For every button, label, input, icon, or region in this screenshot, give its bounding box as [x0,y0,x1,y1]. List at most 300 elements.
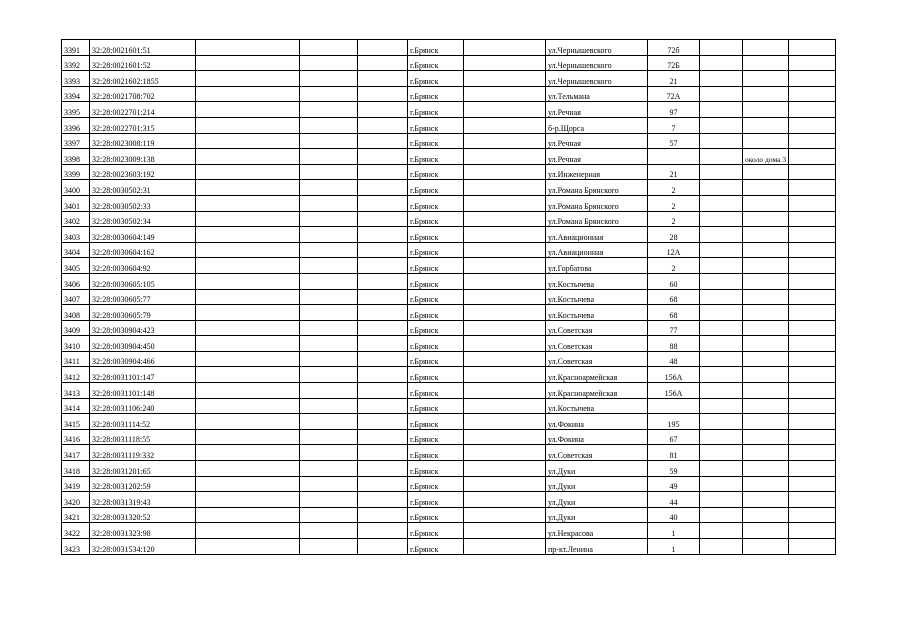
house-number-cell [648,149,700,165]
row-number: 3417 [62,445,90,461]
house-number-cell: 44 [648,492,700,508]
row-number: 3392 [62,55,90,71]
empty-cell [789,227,836,243]
empty-cell [789,492,836,508]
house-number-cell: 67 [648,429,700,445]
empty-cell [300,195,358,211]
note-cell [743,227,789,243]
empty-cell [700,164,743,180]
empty-cell [300,445,358,461]
row-number: 3394 [62,86,90,102]
empty-cell [358,492,408,508]
empty-cell [196,320,300,336]
row-number: 3399 [62,164,90,180]
empty-cell [196,289,300,305]
empty-cell [358,117,408,133]
street-cell: ул.Некрасова [546,523,648,539]
cadastral-number: 32:28:0031323:98 [90,523,196,539]
note-cell [743,86,789,102]
city-cell: г.Брянск [408,461,464,477]
street-cell: ул.Чернышевского [546,71,648,87]
empty-cell [700,133,743,149]
city-cell: г.Брянск [408,507,464,523]
row-number: 3409 [62,320,90,336]
house-number-cell: 72А [648,86,700,102]
empty-cell [464,71,546,87]
empty-cell [300,351,358,367]
empty-cell [300,398,358,414]
cadastral-number: 32:28:0023008:119 [90,133,196,149]
empty-cell [464,461,546,477]
house-number-cell: 48 [648,351,700,367]
empty-cell [789,336,836,352]
empty-cell [196,133,300,149]
city-cell: г.Брянск [408,351,464,367]
empty-cell [700,305,743,321]
cadastral-number: 32:28:0030502:33 [90,195,196,211]
table-row [62,180,836,196]
table-row [62,398,836,414]
empty-cell [700,445,743,461]
row-number: 3411 [62,351,90,367]
empty-cell [464,164,546,180]
house-number-cell: 2 [648,211,700,227]
note-cell [743,461,789,477]
city-cell: г.Брянск [408,258,464,274]
table-body [62,40,836,555]
note-cell [743,320,789,336]
empty-cell [700,523,743,539]
empty-cell [789,133,836,149]
note-cell [743,258,789,274]
empty-cell [300,523,358,539]
row-number: 3422 [62,523,90,539]
empty-cell [196,492,300,508]
city-cell: г.Брянск [408,383,464,399]
empty-cell [464,289,546,305]
table-row [62,258,836,274]
table-row [62,383,836,399]
empty-cell [789,289,836,305]
cadastral-number: 32:28:0030605:77 [90,289,196,305]
street-cell: ул.Авиационная [546,242,648,258]
city-cell: г.Брянск [408,102,464,118]
cadastral-number: 32:28:0022701:214 [90,102,196,118]
empty-cell [196,242,300,258]
empty-cell [700,492,743,508]
street-cell: ул.Костычева [546,398,648,414]
empty-cell [789,86,836,102]
empty-cell [358,289,408,305]
note-cell [743,507,789,523]
empty-cell [196,398,300,414]
empty-cell [358,367,408,383]
note-cell [743,476,789,492]
note-cell [743,164,789,180]
empty-cell [358,195,408,211]
table-row [62,305,836,321]
empty-cell [300,492,358,508]
empty-cell [789,351,836,367]
empty-cell [196,461,300,477]
house-number-cell: 57 [648,133,700,149]
city-cell: г.Брянск [408,55,464,71]
cadastral-number: 32:28:0031119:332 [90,445,196,461]
street-cell: ул.Дуки [546,461,648,477]
table-row [62,429,836,445]
empty-cell [700,149,743,165]
street-cell: ул.Чернышевского [546,55,648,71]
street-cell: ул.Горбатова [546,258,648,274]
empty-cell [196,336,300,352]
empty-cell [464,242,546,258]
house-number-cell: 88 [648,336,700,352]
street-cell: ул.Костычева [546,289,648,305]
row-number: 3396 [62,117,90,133]
empty-cell [196,164,300,180]
empty-cell [789,476,836,492]
cadastral-number: 32:28:0031118:55 [90,429,196,445]
note-cell [743,195,789,211]
empty-cell [700,414,743,430]
empty-cell [196,117,300,133]
empty-cell [358,133,408,149]
house-number-cell: 7 [648,117,700,133]
empty-cell [358,273,408,289]
cadastral-number: 32:28:0031534:120 [90,539,196,555]
empty-cell [464,445,546,461]
empty-cell [464,351,546,367]
empty-cell [700,180,743,196]
table-row [62,273,836,289]
table-row [62,351,836,367]
city-cell: г.Брянск [408,367,464,383]
cadastral-number: 32:28:0023009:138 [90,149,196,165]
cadastral-number: 32:28:0030904:450 [90,336,196,352]
row-number: 3404 [62,242,90,258]
note-cell [743,367,789,383]
cadastral-number: 32:28:0031320:52 [90,507,196,523]
empty-cell [358,429,408,445]
empty-cell [700,258,743,274]
cadastral-number: 32:28:0031202:59 [90,476,196,492]
city-cell: г.Брянск [408,539,464,555]
city-cell: г.Брянск [408,429,464,445]
empty-cell [358,227,408,243]
street-cell: ул.Костычева [546,273,648,289]
house-number-cell: 97 [648,102,700,118]
empty-cell [300,383,358,399]
note-cell [743,71,789,87]
empty-cell [300,55,358,71]
empty-cell [196,539,300,555]
empty-cell [300,476,358,492]
street-cell: ул.Дуки [546,492,648,508]
empty-cell [464,523,546,539]
row-number: 3398 [62,149,90,165]
empty-cell [789,273,836,289]
house-number-cell: 60 [648,273,700,289]
empty-cell [464,414,546,430]
empty-cell [358,149,408,165]
row-number: 3407 [62,289,90,305]
house-number-cell: 77 [648,320,700,336]
house-number-cell: 72б [648,40,700,56]
empty-cell [464,305,546,321]
table-row [62,242,836,258]
city-cell: г.Брянск [408,476,464,492]
house-number-cell [648,398,700,414]
house-number-cell: 2 [648,180,700,196]
city-cell: г.Брянск [408,336,464,352]
empty-cell [358,414,408,430]
empty-cell [196,258,300,274]
note-cell [743,180,789,196]
empty-cell [700,507,743,523]
empty-cell [300,180,358,196]
empty-cell [196,102,300,118]
city-cell: г.Брянск [408,195,464,211]
street-cell: ул.Советская [546,336,648,352]
cadastral-number: 32:28:0030605:105 [90,273,196,289]
empty-cell [358,336,408,352]
empty-cell [300,117,358,133]
city-cell: г.Брянск [408,242,464,258]
empty-cell [464,55,546,71]
street-cell: ул.Дуки [546,507,648,523]
note-cell [743,445,789,461]
row-number: 3413 [62,383,90,399]
empty-cell [300,149,358,165]
empty-cell [196,40,300,56]
empty-cell [196,445,300,461]
city-cell: г.Брянск [408,86,464,102]
house-number-cell: 2 [648,195,700,211]
empty-cell [789,242,836,258]
street-cell: ул.Романа Брянского [546,195,648,211]
house-number-cell: 21 [648,71,700,87]
city-cell: г.Брянск [408,164,464,180]
empty-cell [700,320,743,336]
note-cell [743,429,789,445]
empty-cell [300,71,358,87]
empty-cell [464,383,546,399]
empty-cell [700,195,743,211]
cadastral-number: 32:28:0031101:148 [90,383,196,399]
empty-cell [358,71,408,87]
empty-cell [464,398,546,414]
empty-cell [464,227,546,243]
empty-cell [700,55,743,71]
city-cell: г.Брянск [408,227,464,243]
note-cell [743,414,789,430]
empty-cell [358,507,408,523]
empty-cell [464,180,546,196]
table-row [62,492,836,508]
empty-cell [789,149,836,165]
street-cell: ул.Фокина [546,429,648,445]
note-cell [743,492,789,508]
table-row [62,211,836,227]
table-row [62,55,836,71]
empty-cell [196,86,300,102]
table-row [62,195,836,211]
table-row [62,40,836,56]
city-cell: г.Брянск [408,211,464,227]
city-cell: г.Брянск [408,414,464,430]
empty-cell [789,195,836,211]
empty-cell [358,86,408,102]
street-cell: ул.Чернышевского [546,40,648,56]
empty-cell [196,180,300,196]
empty-cell [358,40,408,56]
table-row [62,414,836,430]
empty-cell [464,149,546,165]
empty-cell [300,539,358,555]
empty-cell [464,507,546,523]
house-number-cell: 12А [648,242,700,258]
empty-cell [358,461,408,477]
empty-cell [196,149,300,165]
street-cell: ул.Речная [546,149,648,165]
empty-cell [464,211,546,227]
empty-cell [300,305,358,321]
table-row [62,86,836,102]
empty-cell [300,164,358,180]
empty-cell [789,117,836,133]
house-number-cell: 81 [648,445,700,461]
note-cell [743,117,789,133]
street-cell: ул.Романа Брянского [546,211,648,227]
empty-cell [789,507,836,523]
empty-cell [300,40,358,56]
cadastral-number: 32:28:0023603:192 [90,164,196,180]
note-cell [743,351,789,367]
empty-cell [700,40,743,56]
table-row [62,133,836,149]
cadastral-number: 32:28:0021601:51 [90,40,196,56]
city-cell: г.Брянск [408,180,464,196]
cadastral-number: 32:28:0031106:240 [90,398,196,414]
table-row [62,320,836,336]
note-cell [743,336,789,352]
empty-cell [700,367,743,383]
empty-cell [789,40,836,56]
empty-cell [789,445,836,461]
empty-cell [700,461,743,477]
row-number: 3423 [62,539,90,555]
note-cell [743,289,789,305]
table-row [62,523,836,539]
street-cell: ул.Тельмана [546,86,648,102]
cadastral-number: 32:28:0030502:31 [90,180,196,196]
cadastral-number: 32:28:0030604:149 [90,227,196,243]
row-number: 3405 [62,258,90,274]
city-cell: г.Брянск [408,492,464,508]
row-number: 3408 [62,305,90,321]
empty-cell [789,102,836,118]
empty-cell [196,523,300,539]
empty-cell [300,320,358,336]
cadastral-number: 32:28:0022701:315 [90,117,196,133]
empty-cell [358,523,408,539]
empty-cell [300,429,358,445]
empty-cell [700,289,743,305]
empty-cell [358,351,408,367]
house-number-cell: 40 [648,507,700,523]
cadastral-number: 32:28:0031114:52 [90,414,196,430]
house-number-cell: 28 [648,227,700,243]
house-number-cell: 21 [648,164,700,180]
empty-cell [300,102,358,118]
empty-cell [700,351,743,367]
empty-cell [358,55,408,71]
empty-cell [358,164,408,180]
empty-cell [358,102,408,118]
cadastral-number: 32:28:0030604:162 [90,242,196,258]
empty-cell [300,414,358,430]
row-number: 3393 [62,71,90,87]
empty-cell [196,476,300,492]
city-cell: г.Брянск [408,133,464,149]
empty-cell [464,258,546,274]
empty-cell [700,227,743,243]
street-cell: ул.Красноармейская [546,383,648,399]
empty-cell [196,273,300,289]
house-number-cell: 68 [648,289,700,305]
empty-cell [789,71,836,87]
empty-cell [300,461,358,477]
registry-table [61,39,836,555]
empty-cell [700,383,743,399]
empty-cell [789,383,836,399]
city-cell: г.Брянск [408,289,464,305]
empty-cell [789,414,836,430]
row-number: 3397 [62,133,90,149]
empty-cell [196,507,300,523]
street-cell: ул.Речная [546,133,648,149]
row-number: 3403 [62,227,90,243]
empty-cell [358,476,408,492]
table-row [62,336,836,352]
table-row [62,539,836,555]
empty-cell [196,367,300,383]
empty-cell [358,305,408,321]
street-cell: ул.Советская [546,445,648,461]
table-row [62,507,836,523]
house-number-cell: 2 [648,258,700,274]
row-number: 3400 [62,180,90,196]
empty-cell [358,398,408,414]
empty-cell [464,117,546,133]
row-number: 3391 [62,40,90,56]
empty-cell [700,429,743,445]
empty-cell [300,227,358,243]
note-cell [743,40,789,56]
city-cell: г.Брянск [408,40,464,56]
empty-cell [700,476,743,492]
street-cell: ул.Фокина [546,414,648,430]
cadastral-number: 32:28:0021601:52 [90,55,196,71]
empty-cell [789,539,836,555]
empty-cell [700,211,743,227]
city-cell: г.Брянск [408,305,464,321]
empty-cell [300,273,358,289]
street-cell: ул.Дуки [546,476,648,492]
empty-cell [464,40,546,56]
house-number-cell: 195 [648,414,700,430]
empty-cell [300,86,358,102]
